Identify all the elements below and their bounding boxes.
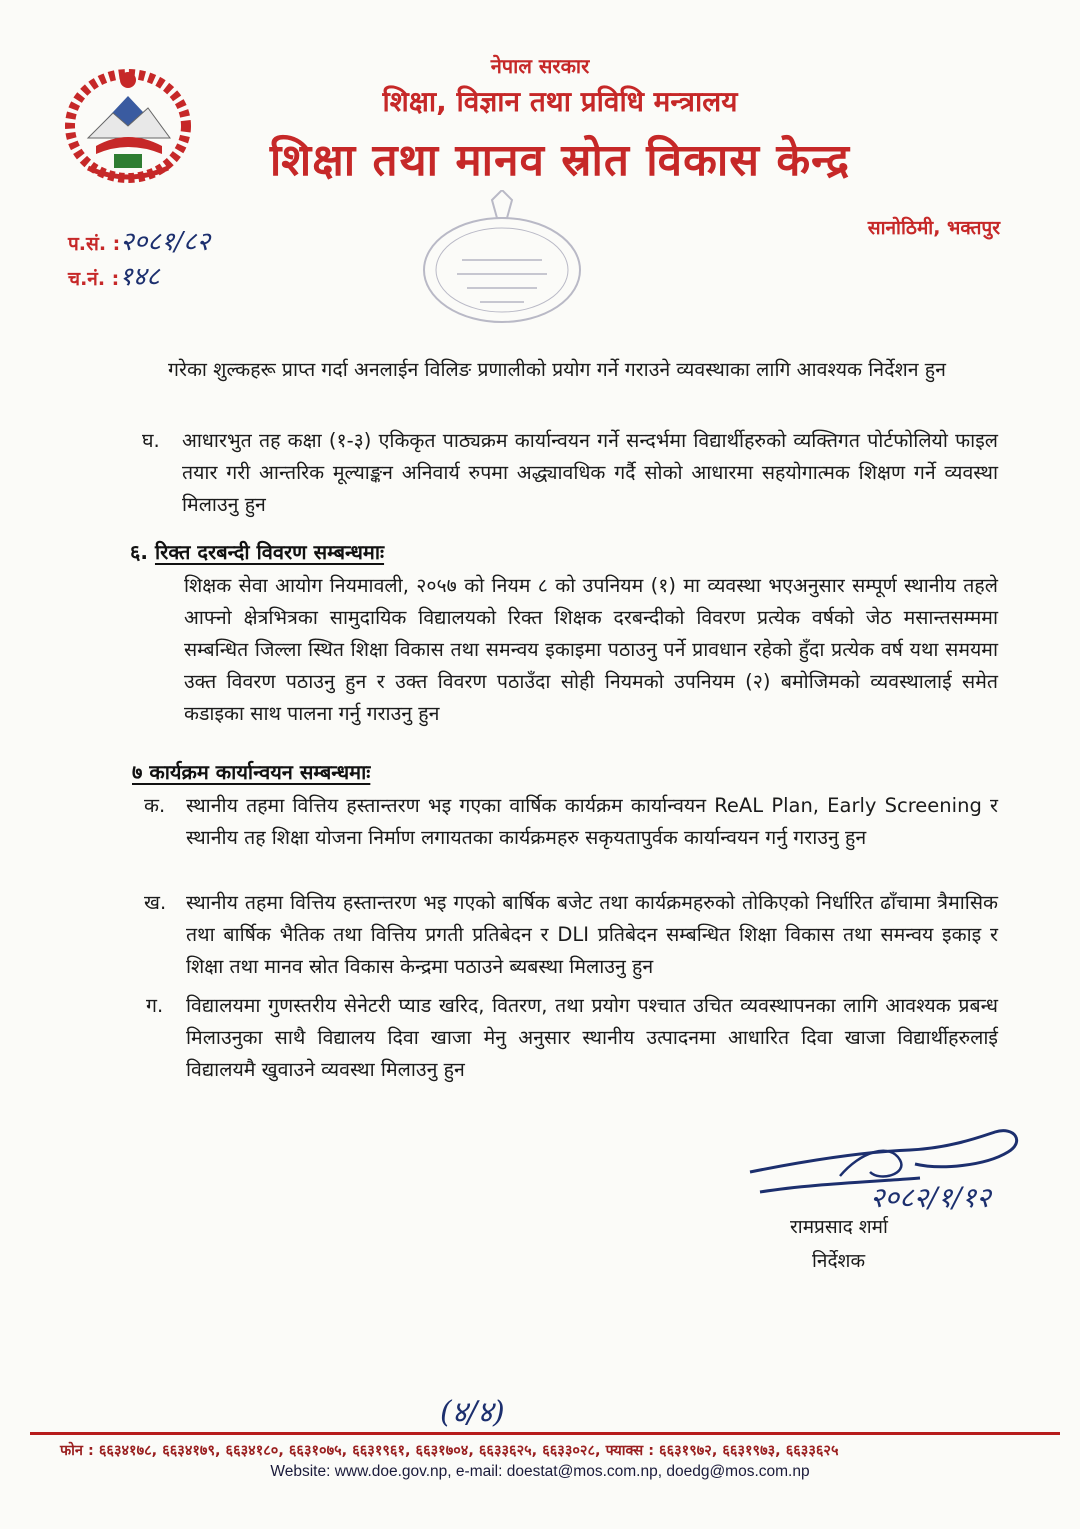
dispatch-number: [68, 257, 160, 293]
office-location: सानोठिमी, भक्तपुर: [867, 217, 1000, 239]
footer-phones: फोन : ६६३४१७८, ६६३४१७९, ६६३४१८०, ६६३१०७५, ६६३१९६१, ६६३१७०४, ६६३३६२५, ६६३३०२८, फ्याक्स : ६६३१९७२, ६६३१९७३, ६६३३६२५: [60, 1443, 839, 1459]
section-7-title: ७ कार्यक्रम कार्यान्वयन सम्बन्धमाः: [132, 760, 371, 784]
section-7-heading: [132, 756, 370, 788]
dispatch-label: च.नं. :: [68, 268, 120, 290]
section-6-text: शिक्षक सेवा आयोग नियमावली, २०५७ को नियम ८ को उपनियम (१) मा व्यवस्था भएअनुसार सम्पूर्ण स्थानीय तहले आफ्नो क्षेत्रभित्रका सामुदायिक विद्यालयको रिक्त शिक्षक दरबन्दीको विवरण प्रत्येक वर्षको जेठ मसान्तसम्ममा सम्बन्धित जिल्ला स्थित शिक्षा विकास तथा समन्वय इकाइमा पठाउनु पर्ने प्रावधान रहेको हुँदा प्रत्येक वर्ष यथा समयमा उक्त विवरण पठाउनु हुन र उक्त विवरण पठाउँदा सोही नियमको उपनियम (२) बमोजिमको व्यवस्थालाई समेत कडाइका साथ पालना गर्नु गराउनु हुन: [184, 574, 998, 725]
item-kha-marker: ख.: [144, 891, 167, 914]
section-6-title: रिक्त दरबन्दी विवरण सम्बन्धमाः: [154, 540, 385, 564]
item-ka-marker: क.: [144, 794, 166, 817]
signatory-title: निर्देशक: [812, 1250, 866, 1272]
item-ga-marker: ग.: [146, 994, 164, 1017]
signatory-name: रामप्रसाद शर्मा: [790, 1216, 888, 1238]
office-stamp-icon: [412, 190, 592, 330]
signature-date: २०८२/१/१२: [870, 1181, 991, 1214]
reference-label: प.सं. :: [68, 233, 121, 255]
item-ka-text: स्थानीय तहमा वित्तिय हस्तान्तरण भइ गएका वार्षिक कार्यक्रम कार्यान्वयन ReAL Plan, Early Screening र स्थानीय तह शिक्षा योजना निर्माण लगायतका कार्यक्रमहरु सकृयतापुर्वक कार्यान्वयन गर्नु गराउनु हुन: [186, 794, 998, 849]
item-gha-text: आधारभुत तह कक्षा (१-३) एकिकृत पाठ्यक्रम कार्यान्वयन गर्ने सन्दर्भमा विद्यार्थीहरुको व्यक्तिगत पोर्टफोलियो फाइल तयार गरी आन्तरिक मूल्याङ्कन अनिवार्य रुपमा अद्ध्यावधिक गर्दै सोको आधारमा सहयोगात्मक शिक्षण गर्ने व्यवस्था मिलाउनु हुन: [182, 429, 998, 516]
reference-number: [68, 222, 210, 258]
item-kha-text: स्थानीय तहमा वित्तिय हस्तान्तरण भइ गएको बार्षिक बजेट तथा कार्यक्रमहरुको तोकिएको निर्धारित ढाँचामा त्रैमासिक तथा बार्षिक भैतिक तथा वित्तिय प्रगती प्रतिबेदन र DLI प्रतिबेदन सम्बन्धित शिक्षा विकास तथा समन्वय इकाइ र शिक्षा तथा मानव स्रोत विकास केन्द्रमा पठाउने ब्यबस्था मिलाउनु हुन: [186, 891, 998, 978]
government-title: नेपाल सरकार: [490, 54, 590, 78]
reference-value: २०८१/८२: [120, 227, 211, 257]
continued-paragraph: गरेका शुल्कहरू प्राप्त गर्दा अनलाईन विलिङ प्रणालीको प्रयोग गर्ने गराउने व्यवस्थाका लागि आवश्यक निर्देशन हुन: [168, 358, 946, 381]
ministry-title: शिक्षा, विज्ञान तथा प्रविधि मन्त्रालय: [382, 85, 738, 118]
item-ga-text: विद्यालयमा गुणस्तरीय सेनेटरी प्याड खरिद, वितरण, तथा प्रयोग पश्चात उचित व्यवस्थापनका लागि आवश्यक प्रबन्ध मिलाउनुका साथै विद्यालय दिवा खाजा मेनु अनुसार स्थानीय उत्पादनमा आधारित दिवा खाजा विद्यार्थीहरुलाई विद्यालयमै खुवाउने व्यवस्था मिलाउनु हुन: [186, 994, 998, 1081]
center-title: शिक्षा तथा मानव स्रोत विकास केन्द्र: [269, 135, 851, 186]
footer-divider: [30, 1432, 1060, 1435]
dispatch-value: १४८: [119, 262, 160, 292]
page-number: (४/४): [440, 1395, 505, 1430]
section-6-number: ६.: [130, 540, 148, 564]
item-gha-marker: घ.: [142, 429, 160, 452]
signature-icon: [740, 1112, 1040, 1222]
section-6-heading: [130, 536, 384, 568]
footer-website: Website: www.doe.gov.np, e-mail: doestat@mos.com.np, doedg@mos.com.np: [270, 1463, 810, 1480]
